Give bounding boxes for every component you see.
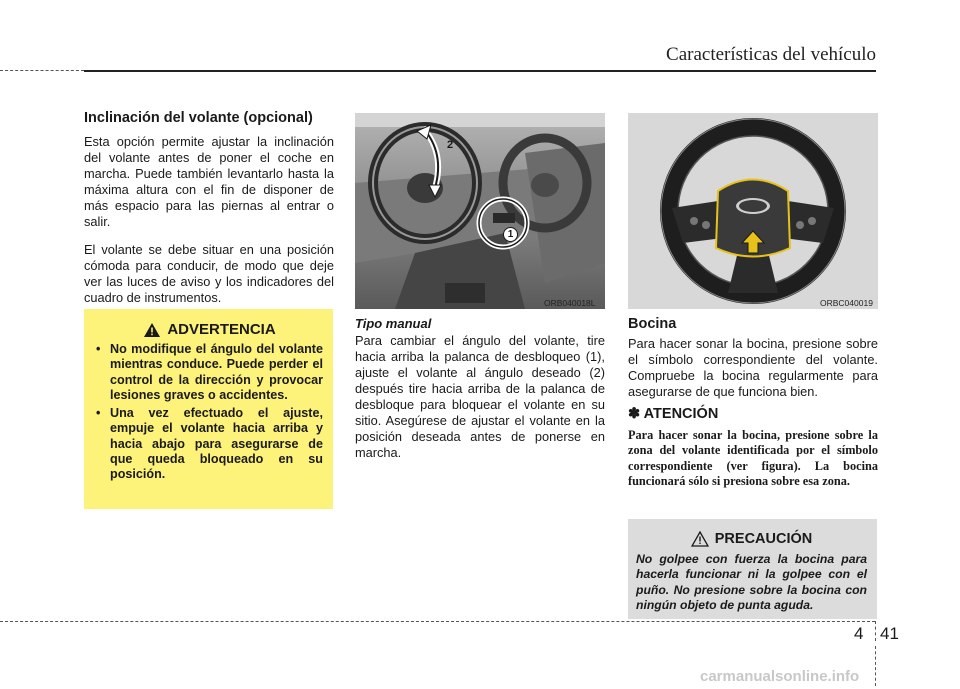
caution-title-row: [636, 531, 867, 547]
warning-item: • No modifique el ángulo del volante mientras conduce. Puede perder el control de la dirección y provocar lesiones graves o accidentes.: [96, 342, 323, 403]
steering-wheel-illustration: [628, 113, 878, 309]
figure-code-1: ORB040018L: [544, 298, 596, 308]
tilt-paragraph-1: Esta opción permite ajustar la inclinación del volante antes de poner el coche en marcha. Puede también levantarlo hasta la máxima altura con el fin de disponer de más espacio para las piernas al entrar o salir.: [84, 134, 334, 229]
warning-title-row: [96, 321, 323, 338]
column-tilt-steering: [84, 110, 334, 318]
footer-divider-lower: [875, 646, 876, 686]
column-horn: [628, 316, 878, 489]
page-number: 41: [880, 624, 899, 643]
horn-text: Para hacer sonar la bocina, presione sobre el símbolo correspondiente del volante. Compruebe la bocina regularmente para asegurarse de que funciona bien.: [628, 336, 878, 399]
footer-divider: [875, 621, 876, 641]
tilt-paragraph-2: El volante se debe situar en una posición cómoda para conducir, de modo que deje ver las luces de aviso y los indicadores del cuadro de instrumentos.: [84, 242, 334, 305]
manual-type-text: Para cambiar el ángulo del volante, tire hacia arriba la palanca de desbloqueo (1), ajuste el volante al ángulo deseado (2) después tire hacia arriba de la palanca de desbloque para bloquear el volante en su sitio. Asegúrese de ajustar el volante en la posición deseada antes de ponerse en marcha.: [355, 333, 605, 460]
caution-box: [628, 519, 877, 619]
chapter-number: 4: [854, 624, 864, 643]
figure-label-2: 2: [447, 139, 454, 151]
caution-triangle-icon: [691, 531, 709, 547]
column-manual-type: [355, 316, 605, 473]
attention-title: ✽ ATENCIÓN: [628, 406, 719, 422]
header-dashed-rule: [0, 70, 84, 71]
steering-tilt-illustration: [355, 113, 605, 309]
manual-type-title: Tipo manual: [355, 316, 432, 331]
watermark: carmanualsonline.info: [700, 668, 860, 685]
figure-code-2: ORBC040019: [820, 298, 873, 308]
warning-item: • Una vez efectuado el ajuste, empuje el volante hacia arriba y hacia abajo para asegurarse de que queda bloqueado en su posición.: [96, 406, 323, 482]
steering-tilt-figure: [355, 113, 605, 309]
horn-figure: [628, 113, 878, 309]
warning-box: [84, 309, 333, 509]
section-heading-tilt: Inclinación del volante (opcional): [84, 110, 313, 126]
warning-title: ADVERTENCIA: [167, 321, 276, 338]
header-rule: [84, 70, 876, 72]
attention-text: Para hacer sonar la bocina, presione sobre la zona del volante identificada por el símbolo correspondiente (ver figura). La bocina funcionará sólo si presiona sobre esa zona.: [628, 428, 878, 488]
warning-triangle-icon: [143, 322, 161, 338]
header-title: Características del vehículo: [666, 44, 876, 65]
section-heading-horn: Bocina: [628, 316, 677, 332]
caution-text: No golpee con fuerza la bocina para hacerla funcionar ni la golpee con el puño. No presione sobre la bocina con ningún objeto de punta aguda.: [636, 552, 867, 612]
footer-dashed-rule: [0, 621, 875, 622]
caution-title: PRECAUCIÓN: [714, 531, 813, 547]
figure-label-1: 1: [503, 227, 518, 242]
warning-list: [96, 342, 323, 483]
